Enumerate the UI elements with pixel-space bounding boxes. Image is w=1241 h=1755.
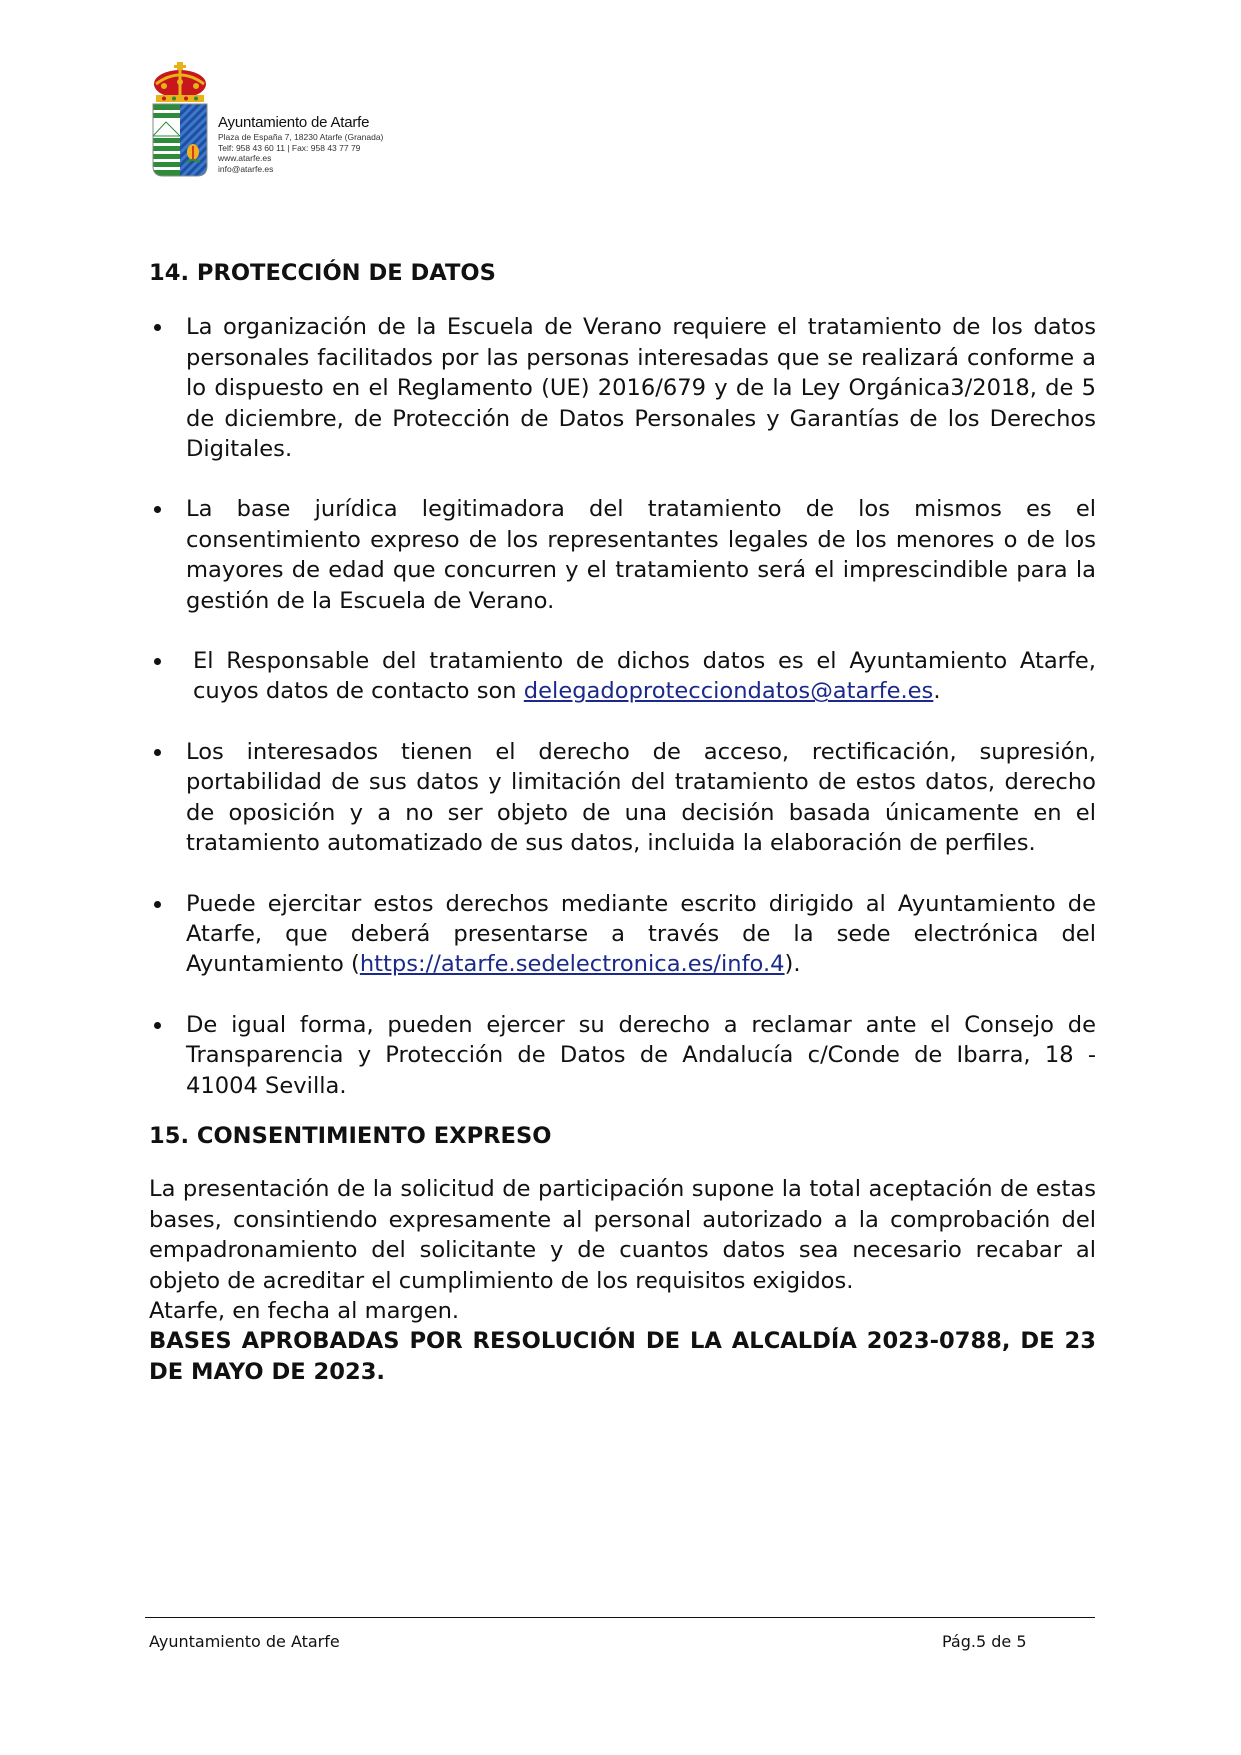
bullet-icon bbox=[154, 901, 161, 908]
letterhead-text bbox=[218, 114, 383, 178]
list-item bbox=[149, 312, 1096, 464]
municipal-crest-icon bbox=[150, 62, 210, 178]
bullet-text: Puede ejercitar estos derechos mediante escrito dirigido al Ayuntamiento de Atarfe, que deberá presentarse a través de la sede electrónica del Ayuntamiento ( bbox=[186, 890, 1096, 978]
letterhead bbox=[150, 60, 383, 178]
bullet-icon bbox=[154, 749, 161, 756]
closing-statement: BASES APROBADAS POR RESOLUCIÓN DE LA ALCALDÍA 2023-0788, DE 23 DE MAYO DE 2023. bbox=[149, 1328, 1096, 1385]
org-name: Ayuntamiento de Atarfe bbox=[218, 114, 370, 131]
bullet-text: Los interesados tienen el derecho de acceso, rectificación, supresión, portabilidad de sus datos y limitación del tratamiento de estos datos, derecho de oposición y a no ser objeto de una decisión basada únicamente en el tratamiento automatizado de sus datos, incluida la elaboración de perfiles. bbox=[186, 738, 1096, 857]
bullet-icon bbox=[154, 658, 161, 665]
dpo-email-link[interactable]: delegadoprotecciondatos@atarfe.es bbox=[523, 678, 934, 705]
list-item bbox=[149, 1010, 1096, 1101]
bullet-icon bbox=[154, 324, 161, 331]
page-number: Pág.5 de 5 bbox=[942, 1632, 1027, 1651]
org-address: Plaza de España 7, 18230 Atarfe (Granada) bbox=[218, 132, 384, 142]
list-item bbox=[149, 494, 1096, 616]
footer-org-name: Ayuntamiento de Atarfe bbox=[149, 1632, 340, 1651]
org-phone-fax: Telf: 958 43 60 11 | Fax: 958 43 77 79 bbox=[218, 142, 361, 153]
bullet-text-end: . bbox=[933, 678, 941, 705]
list-item bbox=[149, 889, 1096, 980]
signature-line: Atarfe, en fecha al margen. bbox=[149, 1297, 460, 1324]
document-body bbox=[149, 258, 1096, 1387]
org-website: www.atarfe.es bbox=[218, 153, 272, 163]
bullet-text: La base jurídica legitimadora del tratamiento de los mismos es el consentimiento expreso de los representantes legales de los menores o de los mayores de edad que concurren y el tratamiento será el imprescindible para la gestión de la Escuela de Verano. bbox=[186, 496, 1096, 614]
bullet-icon bbox=[154, 1022, 161, 1029]
consent-paragraph: La presentación de la solicitud de participación supone la total aceptación de estas bases, consintiendo expresamente al personal autorizado a la comprobación del empadronamiento del solicitante y de cuantos datos sea necesario recabar al objeto de acreditar el cumplimiento de los requisitos exigidos. bbox=[149, 1176, 1096, 1294]
bullet-text: De igual forma, pueden ejercer su derecho a reclamar ante el Consejo de Transparencia y Protección de Datos de Andalucía c/Conde de Ibarra, 18 - 41004 Sevilla. bbox=[186, 1011, 1096, 1099]
section-15-heading: 15. CONSENTIMIENTO EXPRESO bbox=[149, 1122, 552, 1149]
sede-electronica-link[interactable]: https://atarfe.sedelectronica.es/info.4 bbox=[359, 951, 785, 978]
bullet-text: El Responsable del tratamiento de dichos datos es el Ayuntamiento Atarfe, cuyos datos de contacto son bbox=[193, 648, 1096, 705]
list-item bbox=[149, 646, 1096, 707]
bullet-icon bbox=[154, 506, 161, 513]
org-email: info@atarfe.es bbox=[218, 163, 274, 174]
footer-divider bbox=[145, 1617, 1095, 1618]
list-item bbox=[149, 737, 1096, 859]
section-14-bullet-list bbox=[149, 312, 1096, 1101]
bullet-text-end: ). bbox=[784, 951, 801, 978]
bullet-text: La organización de la Escuela de Verano requiere el tratamiento de los datos personales facilitados por las personas interesadas que se realizará conforme a lo dispuesto en el Reglamento (UE) 2016/679 y de la Ley Orgánica3/2018, de 5 de diciembre, de Protección de Datos Personales y Garantías de los Derechos Digitales. bbox=[186, 314, 1096, 463]
section-14-heading: 14. PROTECCIÓN DE DATOS bbox=[149, 260, 496, 286]
